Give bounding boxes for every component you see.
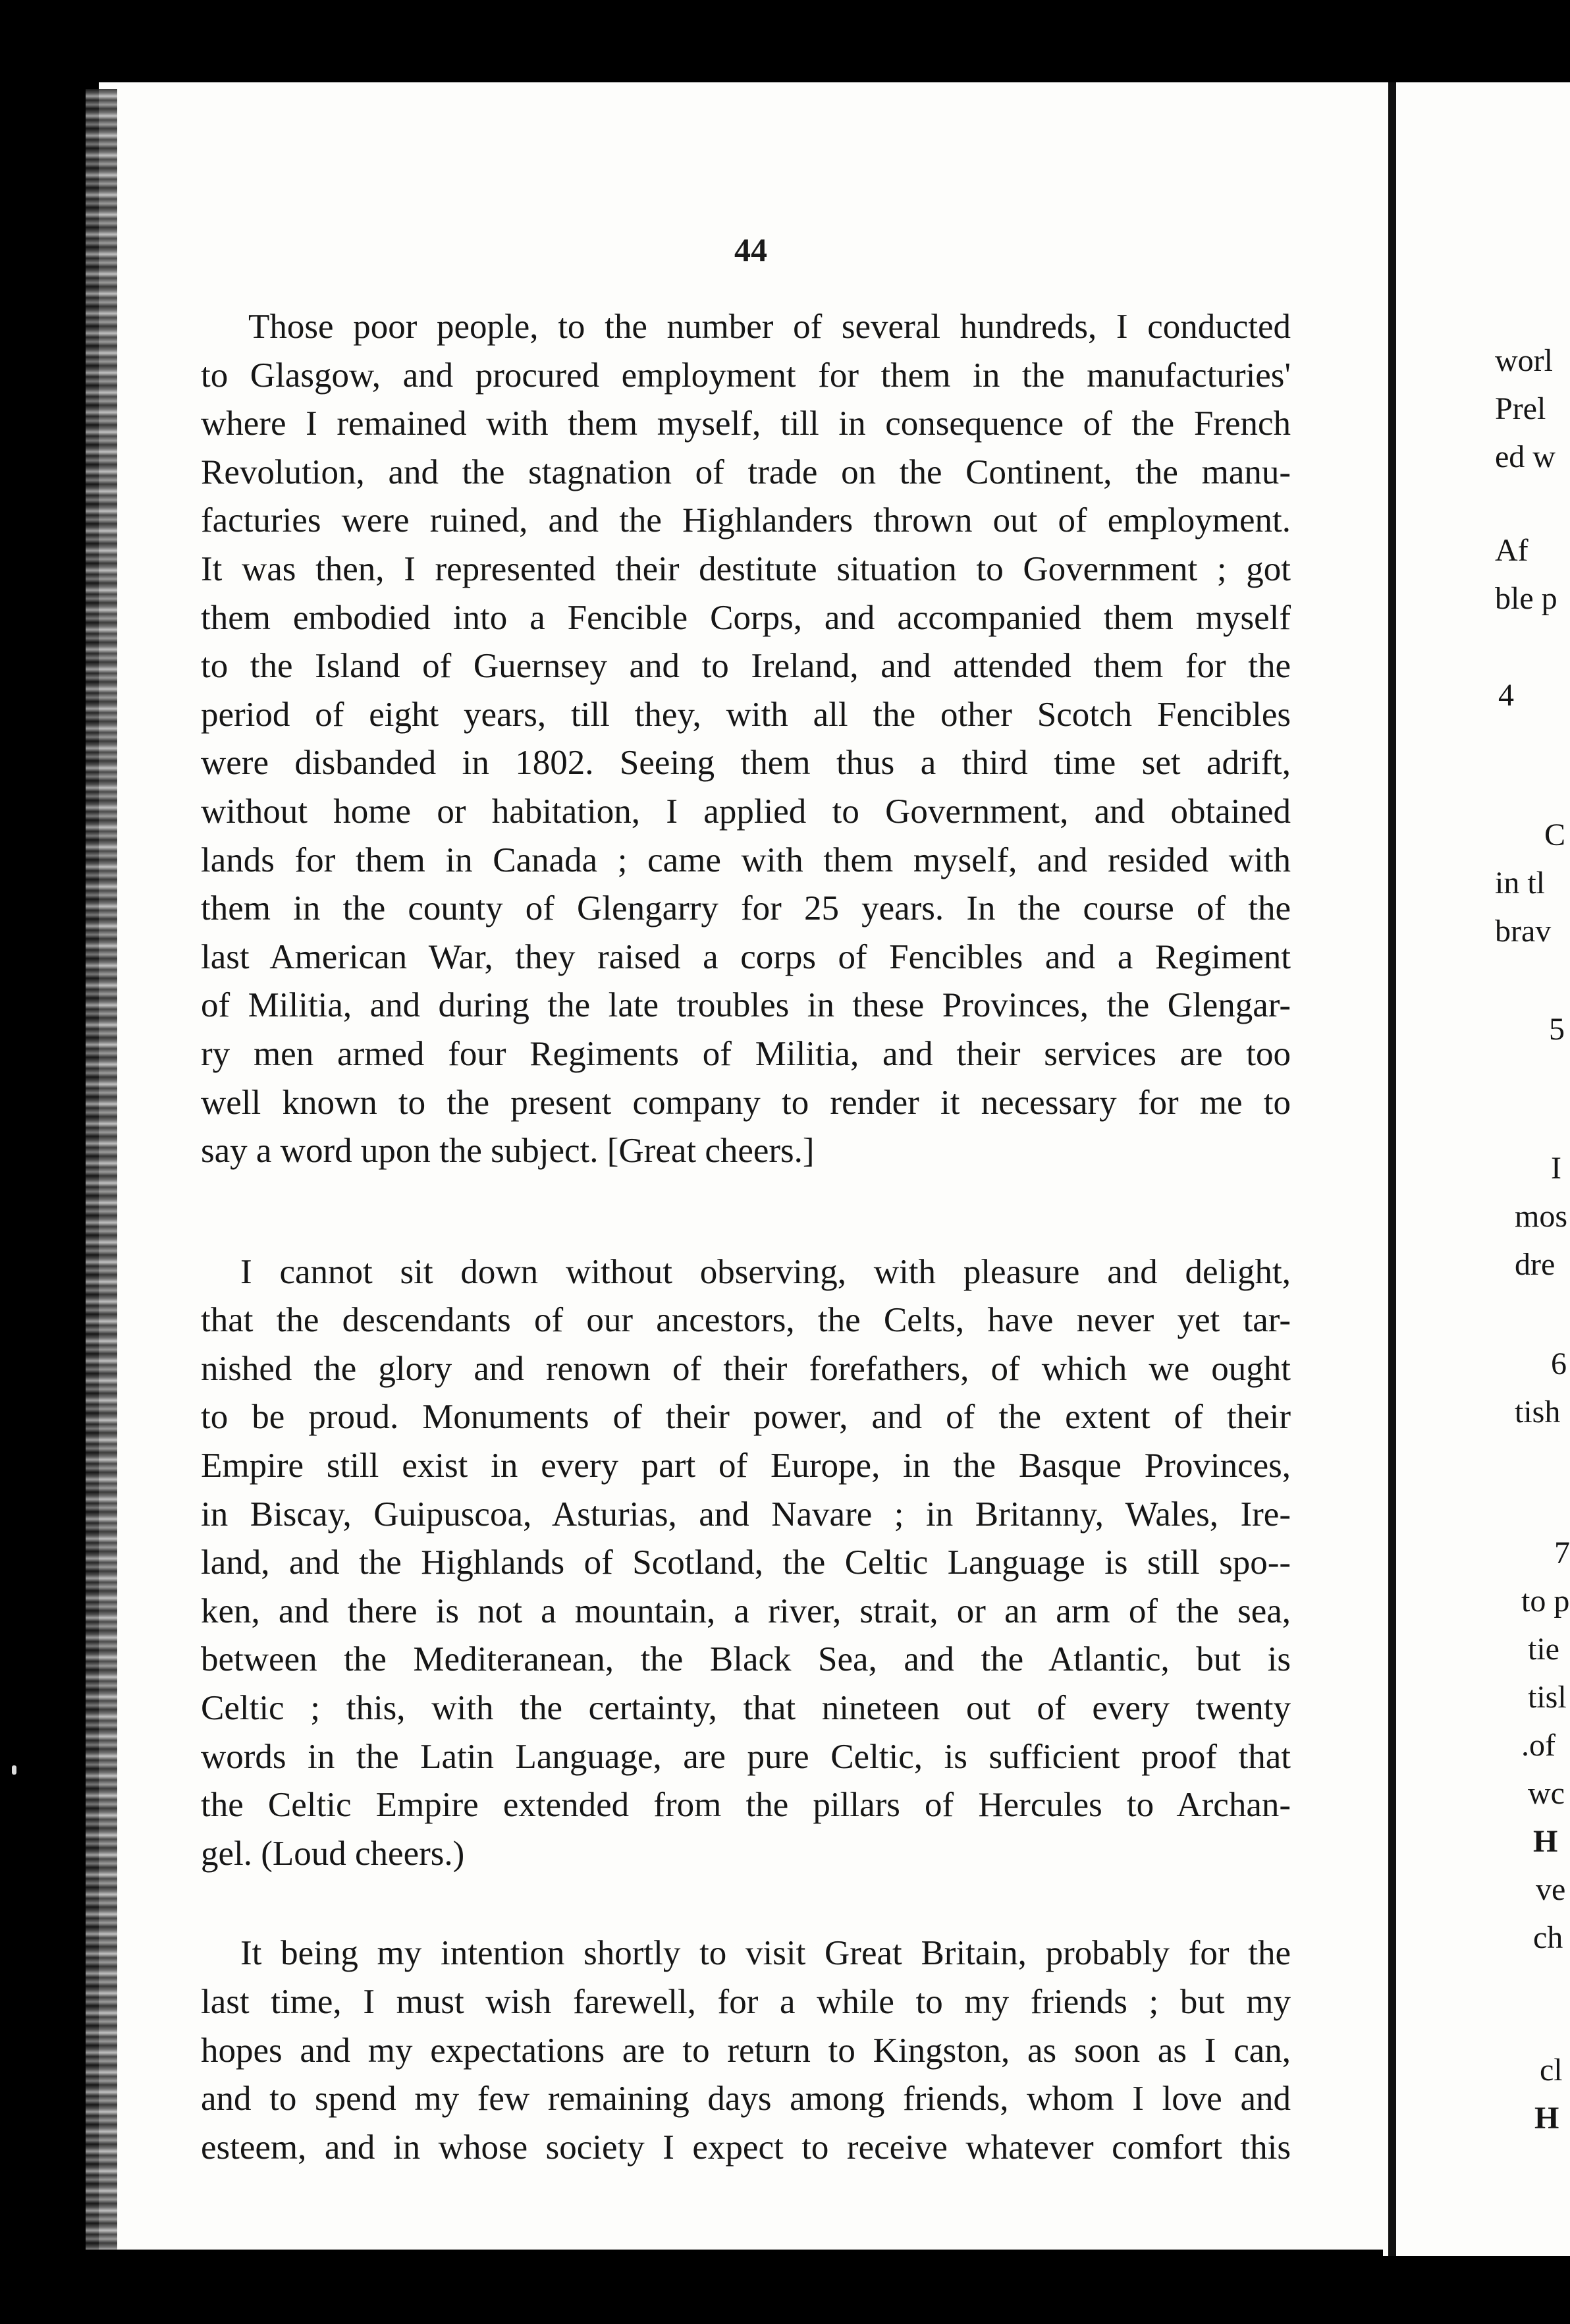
text-line: last American War, they raised a corps of Fencibles and a Regiment (201, 937, 1291, 976)
body-text (201, 303, 1291, 2172)
facing-page-fragment: H (1533, 1824, 1558, 1859)
text-line: and to spend my few remaining days among friends, whom I love and (201, 2080, 1291, 2118)
scan-speck (12, 1765, 16, 1775)
facing-page-fragment: in tl (1495, 866, 1546, 900)
facing-page-fragment: to p (1521, 1584, 1570, 1618)
facing-page-fragment: worl (1495, 343, 1553, 378)
text-line: to Glasgow, and procured employment for them in the manufacturies' (201, 356, 1291, 395)
paragraph-spacer (201, 1878, 1291, 1929)
text-line: Those poor people, to the number of several hundreds, I conducted (248, 308, 1291, 346)
page-number: 44 (734, 231, 767, 268)
text-line: were disbanded in 1802. Seeing them thus a third time set adrift, (201, 744, 1291, 783)
facing-page-fragment: tish (1515, 1395, 1561, 1429)
facing-page-fragment: 7 (1554, 1536, 1570, 1570)
text-line: to the Island of Guernsey and to Ireland, and attended them for the (201, 647, 1291, 686)
facing-page-fragment: brav (1495, 914, 1552, 949)
text-line: Revolution, and the stagnation of trade on the Continent, the manu- (201, 453, 1291, 491)
text-line: Celtic ; this, with the certainty, that nineteen out of every twenty (201, 1689, 1291, 1728)
binding-edge (86, 89, 117, 2250)
paragraph-1 (201, 303, 1291, 1176)
text-line: well known to the present company to render it necessary for me to (201, 1083, 1291, 1122)
paragraph-spacer (201, 1176, 1291, 1248)
text-line: It was then, I represented their destitute situation to Government ; got (201, 549, 1291, 588)
facing-page-fragment: tie (1528, 1632, 1559, 1667)
text-line: Empire still exist in every part of Europe, in the Basque Provinces, (201, 1447, 1291, 1485)
facing-page-fragment: C (1544, 817, 1566, 852)
text-line: last time, I must wish farewell, for a while to my friends ; but my (201, 1983, 1291, 2021)
facing-page-fragment: ch (1533, 1920, 1563, 1955)
facing-page-fragment: I (1551, 1151, 1561, 1186)
text-line: say a word upon the subject. [Great cheers.] (201, 1132, 815, 1171)
text-line: that the descendants of our ancestors, the Celts, have never yet tar- (201, 1301, 1291, 1340)
facing-page-fragment: wc (1528, 1776, 1565, 1811)
facing-page-fragment: ed w (1495, 439, 1556, 474)
text-line: It being my intention shortly to visit Great Britain, probably for the (240, 1934, 1291, 1973)
facing-page-fragment: mos (1515, 1199, 1568, 1234)
text-line: esteem, and in whose society I expect to receive whatever comfort this (201, 2128, 1291, 2167)
text-line: lands for them in Canada ; came with them myself, and resided with (201, 841, 1291, 879)
text-line: to be proud. Monuments of their power, and of the extent of their (201, 1398, 1291, 1437)
facing-page-fragment: 6 (1551, 1346, 1567, 1381)
text-line: ken, and there is not a mountain, a river, strait, or an arm of the sea, (201, 1591, 1291, 1630)
facing-page-fragment: Af (1495, 533, 1529, 568)
text-line: hopes and my expectations are to return to Kingston, as soon as I can, (201, 2031, 1291, 2070)
text-line: I cannot sit down without observing, with pleasure and delight, (240, 1252, 1291, 1291)
text-line: facturies were ruined, and the Highlanders thrown out of employment. (201, 501, 1291, 540)
text-line: period of eight years, till they, with all the other Scotch Fencibles (201, 695, 1291, 734)
page-gutter (1388, 82, 1396, 2256)
facing-page-fragment: tisl (1528, 1680, 1567, 1715)
text-line: gel. (Loud cheers.) (201, 1834, 465, 1873)
text-line: them embodied into a Fencible Corps, and accompanied them myself (201, 598, 1291, 637)
text-line: words in the Latin Language, are pure Celtic, is sufficient proof that (201, 1737, 1291, 1776)
facing-page-fragment: .of (1521, 1728, 1556, 1763)
text-line: the Celtic Empire extended from the pillars of Hercules to Archan- (201, 1786, 1291, 1825)
text-line: them in the county of Glengarry for 25 years. In the course of the (201, 889, 1291, 928)
text-line: between the Mediteranean, the Black Sea, and the Atlantic, but is (201, 1640, 1291, 1679)
text-line: of Militia, and during the late troubles in these Provinces, the Glengar- (201, 986, 1291, 1025)
facing-page-fragment: ve (1536, 1872, 1566, 1907)
paragraph-3 (201, 1929, 1291, 2172)
text-line: in Biscay, Guipuscoa, Asturias, and Navare ; in Britanny, Wales, Ire- (201, 1495, 1291, 1534)
text-line: where I remained with them myself, till in consequence of the French (201, 404, 1291, 443)
facing-page-fragment: dre (1515, 1247, 1556, 1282)
facing-page-fragment: cl (1540, 2053, 1563, 2088)
paragraph-2 (201, 1248, 1291, 1879)
facing-page-fragment: Prel (1495, 391, 1546, 426)
facing-page-fragment: 5 (1549, 1012, 1565, 1047)
facing-page-fragment: H (1534, 2101, 1559, 2136)
text-line: ry men armed four Regiments of Militia, and their services are too (201, 1034, 1291, 1073)
text-line: without home or habitation, I applied to Government, and obtained (201, 792, 1291, 831)
text-line: land, and the Highlands of Scotland, the Celtic Language is still spo-- (201, 1543, 1291, 1582)
text-line: nished the glory and renown of their forefathers, of which we ought (201, 1349, 1291, 1388)
facing-page-fragment: 4 (1498, 678, 1514, 713)
facing-page-fragment: ble p (1495, 581, 1557, 616)
